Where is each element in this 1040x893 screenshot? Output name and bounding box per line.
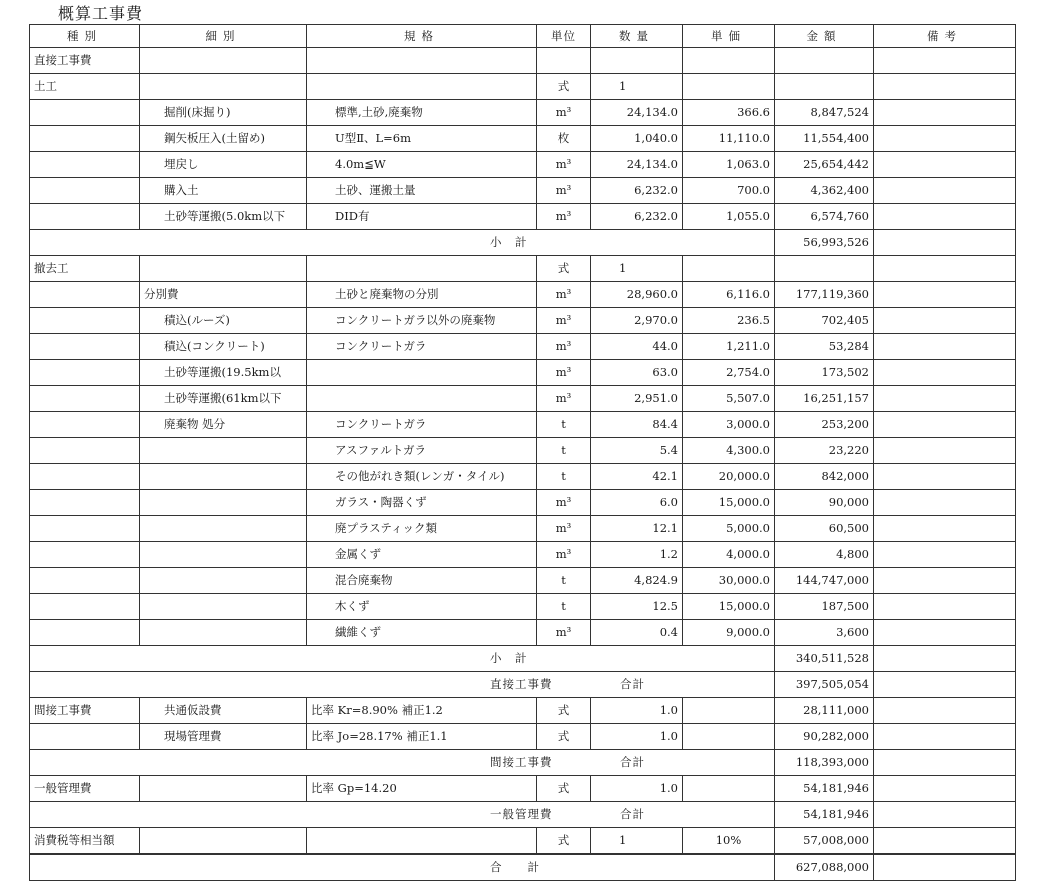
table-row [30, 698, 1016, 724]
unit-price-cell [683, 724, 775, 750]
spec-cell: 標準,土砂,廃棄物 [307, 100, 537, 126]
table-cell [874, 48, 1016, 74]
spec-cell: コンクリートガラ以外の廃棄物 [307, 308, 537, 334]
quantity-cell: 1 [591, 828, 683, 855]
quantity-cell: 1.2 [591, 542, 683, 568]
remarks-cell [874, 152, 1016, 178]
table-row [30, 178, 1016, 204]
quantity-cell: 1 [591, 256, 683, 282]
summary-label: 間接工事費 [490, 755, 553, 769]
total-row [30, 750, 1016, 776]
item-name-cell [140, 74, 307, 100]
remarks-cell [874, 620, 1016, 646]
summary-label: 一般管理費 [490, 807, 553, 821]
category-cell [30, 724, 140, 750]
unit-cell: m³ [537, 516, 591, 542]
quantity-cell: 44.0 [591, 334, 683, 360]
amount-cell: 28,111,000 [775, 698, 874, 724]
grand-total-row [30, 854, 1016, 881]
grand-total-label-cell: 合 計 [30, 854, 775, 881]
header-cell: 単価 [683, 25, 775, 48]
remarks-cell [874, 360, 1016, 386]
table-cell [591, 48, 683, 74]
table-row [30, 386, 1016, 412]
item-name-cell: 積込(コンクリート) [140, 334, 307, 360]
category-cell [30, 360, 140, 386]
amount-cell: 25,654,442 [775, 152, 874, 178]
table-row [30, 282, 1016, 308]
table-row [30, 360, 1016, 386]
amount-cell: 11,554,400 [775, 126, 874, 152]
spec-cell: 廃プラスティック類 [307, 516, 537, 542]
category-cell [30, 490, 140, 516]
spec-cell: その他がれき類(レンガ・タイル) [307, 464, 537, 490]
remarks-cell [874, 464, 1016, 490]
remarks-cell [874, 334, 1016, 360]
total-row [30, 802, 1016, 828]
remarks-cell [874, 542, 1016, 568]
quantity-cell: 1.0 [591, 776, 683, 802]
unit-cell: m³ [537, 204, 591, 230]
category-cell [30, 204, 140, 230]
amount-cell: 173,502 [775, 360, 874, 386]
item-name-cell: 積込(ルーズ) [140, 308, 307, 334]
table-row [30, 724, 1016, 750]
category-row [30, 74, 1016, 100]
summary-suffix: 合計 [620, 807, 645, 821]
spec-cell: 土砂、運搬土量 [307, 178, 537, 204]
category-cell [30, 620, 140, 646]
summary-suffix: 合計 [620, 677, 645, 691]
unit-cell: 式 [537, 698, 591, 724]
spec-cell: コンクリートガラ [307, 334, 537, 360]
unit-cell: t [537, 412, 591, 438]
summary-label-cell [30, 230, 775, 256]
table-row [30, 126, 1016, 152]
unit-price-cell: 236.5 [683, 308, 775, 334]
table-row [30, 542, 1016, 568]
spec-cell: アスファルトガラ [307, 438, 537, 464]
table-row [30, 152, 1016, 178]
unit-cell: 式 [537, 74, 591, 100]
remarks-cell [874, 672, 1016, 698]
table-row [30, 464, 1016, 490]
amount-cell: 57,008,000 [775, 828, 874, 855]
item-name-cell: 購入土 [140, 178, 307, 204]
subtotal-row [30, 646, 1016, 672]
header-cell: 細別 [140, 25, 307, 48]
remarks-cell [874, 750, 1016, 776]
spec-cell: 比率 Gp=14.20 [307, 776, 537, 802]
remarks-cell [874, 594, 1016, 620]
quantity-cell: 1.0 [591, 724, 683, 750]
category-cell [30, 282, 140, 308]
item-name-cell [140, 490, 307, 516]
summary-label: 小 計 [490, 651, 528, 665]
summary-label-cell [30, 750, 775, 776]
unit-price-cell: 3,000.0 [683, 412, 775, 438]
item-name-cell [140, 568, 307, 594]
amount-cell: 842,000 [775, 464, 874, 490]
remarks-cell [874, 776, 1016, 802]
spec-cell: 金属くず [307, 542, 537, 568]
amount-cell: 6,574,760 [775, 204, 874, 230]
remarks-cell [874, 568, 1016, 594]
unit-cell: m³ [537, 620, 591, 646]
unit-cell: m³ [537, 334, 591, 360]
unit-price-cell: 10% [683, 828, 775, 855]
remarks-cell [874, 126, 1016, 152]
unit-price-cell: 9,000.0 [683, 620, 775, 646]
unit-price-cell: 5,000.0 [683, 516, 775, 542]
quantity-cell: 1.0 [591, 698, 683, 724]
unit-cell: m³ [537, 282, 591, 308]
item-name-cell: 土砂等運搬(5.0km以下 [140, 204, 307, 230]
amount-cell: 253,200 [775, 412, 874, 438]
unit-cell: t [537, 464, 591, 490]
category-cell [30, 152, 140, 178]
category-cell [30, 100, 140, 126]
quantity-cell: 6.0 [591, 490, 683, 516]
unit-price-cell: 6,116.0 [683, 282, 775, 308]
remarks-cell [874, 438, 1016, 464]
table-row [30, 308, 1016, 334]
quantity-cell: 12.5 [591, 594, 683, 620]
category-cell [30, 308, 140, 334]
quantity-cell: 42.1 [591, 464, 683, 490]
category-cell [30, 386, 140, 412]
remarks-cell [874, 230, 1016, 256]
page-title: 概算工事費 [58, 4, 144, 23]
summary-label: 小 計 [490, 235, 528, 249]
table-row [30, 776, 1016, 802]
spec-cell [307, 74, 537, 100]
quantity-cell: 1 [591, 74, 683, 100]
quantity-cell: 84.4 [591, 412, 683, 438]
category-cell [30, 516, 140, 542]
summary-label-cell [30, 646, 775, 672]
remarks-cell [874, 698, 1016, 724]
header-cell: 種別 [30, 25, 140, 48]
spec-cell: 比率 Jo=28.17% 補正1.1 [307, 724, 537, 750]
category-cell: 一般管理費 [30, 776, 140, 802]
summary-label-cell [30, 802, 775, 828]
unit-cell: t [537, 568, 591, 594]
unit-price-cell [683, 74, 775, 100]
item-name-cell: 共通仮設費 [140, 698, 307, 724]
unit-price-cell [683, 256, 775, 282]
unit-cell: m³ [537, 178, 591, 204]
unit-cell: 式 [537, 256, 591, 282]
amount-cell [775, 256, 874, 282]
quantity-cell: 4,824.9 [591, 568, 683, 594]
amount-cell: 8,847,524 [775, 100, 874, 126]
section-row [30, 48, 1016, 74]
amount-cell: 702,405 [775, 308, 874, 334]
spec-cell [307, 828, 537, 855]
amount-cell: 187,500 [775, 594, 874, 620]
unit-cell: m³ [537, 386, 591, 412]
spec-cell: DID有 [307, 204, 537, 230]
remarks-cell [874, 412, 1016, 438]
category-cell: 直接工事費 [30, 48, 140, 74]
table-row [30, 620, 1016, 646]
category-cell [30, 334, 140, 360]
amount-cell: 627,088,000 [775, 854, 874, 881]
quantity-cell: 6,232.0 [591, 178, 683, 204]
item-name-cell: 廃棄物 処分 [140, 412, 307, 438]
category-cell [30, 568, 140, 594]
quantity-cell: 28,960.0 [591, 282, 683, 308]
unit-cell: m³ [537, 490, 591, 516]
total-row [30, 672, 1016, 698]
remarks-cell [874, 386, 1016, 412]
item-name-cell: 掘削(床掘り) [140, 100, 307, 126]
amount-cell: 4,800 [775, 542, 874, 568]
category-cell [30, 412, 140, 438]
unit-cell: t [537, 594, 591, 620]
remarks-cell [874, 74, 1016, 100]
category-cell [30, 438, 140, 464]
unit-price-cell: 11,110.0 [683, 126, 775, 152]
category-cell: 間接工事費 [30, 698, 140, 724]
amount-cell: 144,747,000 [775, 568, 874, 594]
remarks-cell [874, 802, 1016, 828]
amount-cell: 118,393,000 [775, 750, 874, 776]
item-name-cell: 土砂等運搬(19.5km以 [140, 360, 307, 386]
unit-price-cell: 700.0 [683, 178, 775, 204]
remarks-cell [874, 308, 1016, 334]
quantity-cell: 63.0 [591, 360, 683, 386]
remarks-cell [874, 516, 1016, 542]
unit-price-cell: 1,055.0 [683, 204, 775, 230]
remarks-cell [874, 204, 1016, 230]
amount-cell: 54,181,946 [775, 776, 874, 802]
item-name-cell: 分別費 [140, 282, 307, 308]
item-name-cell [140, 776, 307, 802]
amount-cell: 3,600 [775, 620, 874, 646]
item-name-cell [140, 542, 307, 568]
amount-cell: 23,220 [775, 438, 874, 464]
category-cell [30, 178, 140, 204]
item-name-cell: 現場管理費 [140, 724, 307, 750]
category-cell [30, 464, 140, 490]
unit-price-cell: 20,000.0 [683, 464, 775, 490]
unit-cell: m³ [537, 100, 591, 126]
unit-price-cell: 1,063.0 [683, 152, 775, 178]
item-name-cell: 土砂等運搬(61km以下 [140, 386, 307, 412]
summary-label-cell [30, 672, 775, 698]
category-cell [30, 126, 140, 152]
amount-cell: 60,500 [775, 516, 874, 542]
table-body [30, 25, 1016, 881]
item-name-cell [140, 464, 307, 490]
item-name-cell: 埋戻し [140, 152, 307, 178]
table-row [30, 412, 1016, 438]
item-name-cell [140, 828, 307, 855]
quantity-cell: 12.1 [591, 516, 683, 542]
item-name-cell [140, 516, 307, 542]
unit-cell: m³ [537, 360, 591, 386]
spec-cell: 木くず [307, 594, 537, 620]
table-row [30, 516, 1016, 542]
cost-estimate-table [29, 24, 1016, 881]
unit-cell: 枚 [537, 126, 591, 152]
amount-cell: 16,251,157 [775, 386, 874, 412]
unit-price-cell: 4,000.0 [683, 542, 775, 568]
table-cell [775, 48, 874, 74]
quantity-cell: 0.4 [591, 620, 683, 646]
unit-cell: m³ [537, 542, 591, 568]
unit-cell: m³ [537, 152, 591, 178]
unit-price-cell: 15,000.0 [683, 594, 775, 620]
quantity-cell: 24,134.0 [591, 152, 683, 178]
spec-cell: コンクリートガラ [307, 412, 537, 438]
amount-cell: 53,284 [775, 334, 874, 360]
table-cell [683, 48, 775, 74]
remarks-cell [874, 178, 1016, 204]
unit-price-cell: 4,300.0 [683, 438, 775, 464]
unit-price-cell: 1,211.0 [683, 334, 775, 360]
table-row [30, 490, 1016, 516]
table-row [30, 438, 1016, 464]
quantity-cell: 2,970.0 [591, 308, 683, 334]
summary-suffix: 合計 [620, 755, 645, 769]
header-cell: 備考 [874, 25, 1016, 48]
unit-price-cell: 15,000.0 [683, 490, 775, 516]
remarks-cell [874, 646, 1016, 672]
remarks-cell [874, 828, 1016, 855]
quantity-cell: 5.4 [591, 438, 683, 464]
spec-cell: 4.0m≦W [307, 152, 537, 178]
unit-cell: 式 [537, 724, 591, 750]
spec-cell: U型Ⅱ、L=6m [307, 126, 537, 152]
category-cell [30, 594, 140, 620]
unit-cell: 式 [537, 828, 591, 855]
header-cell: 規格 [307, 25, 537, 48]
spec-cell: ガラス・陶器くず [307, 490, 537, 516]
quantity-cell: 1,040.0 [591, 126, 683, 152]
header-cell: 数量 [591, 25, 683, 48]
unit-price-cell [683, 698, 775, 724]
category-row [30, 256, 1016, 282]
remarks-cell [874, 100, 1016, 126]
spec-cell: 繊維くず [307, 620, 537, 646]
spec-cell [307, 256, 537, 282]
table-cell [537, 48, 591, 74]
unit-cell: m³ [537, 308, 591, 334]
unit-price-cell: 5,507.0 [683, 386, 775, 412]
amount-cell: 340,511,528 [775, 646, 874, 672]
amount-cell: 56,993,526 [775, 230, 874, 256]
amount-cell: 4,362,400 [775, 178, 874, 204]
amount-cell: 90,282,000 [775, 724, 874, 750]
item-name-cell [140, 594, 307, 620]
header-cell: 単位 [537, 25, 591, 48]
spec-cell: 混合廃棄物 [307, 568, 537, 594]
unit-cell: 式 [537, 776, 591, 802]
table-row [30, 568, 1016, 594]
table-cell [140, 48, 307, 74]
amount-cell: 90,000 [775, 490, 874, 516]
category-cell: 消費税等相当額 [30, 828, 140, 855]
spec-cell [307, 360, 537, 386]
table-row [30, 100, 1016, 126]
quantity-cell: 6,232.0 [591, 204, 683, 230]
table-cell [307, 48, 537, 74]
category-cell [30, 542, 140, 568]
table-row [30, 594, 1016, 620]
remarks-cell [874, 854, 1016, 881]
amount-cell: 54,181,946 [775, 802, 874, 828]
table-row [30, 334, 1016, 360]
remarks-cell [874, 490, 1016, 516]
quantity-cell: 24,134.0 [591, 100, 683, 126]
amount-cell: 397,505,054 [775, 672, 874, 698]
amount-cell [775, 74, 874, 100]
amount-cell: 177,119,360 [775, 282, 874, 308]
table-row [30, 828, 1016, 855]
remarks-cell [874, 256, 1016, 282]
category-cell: 土工 [30, 74, 140, 100]
header-cell: 金額 [775, 25, 874, 48]
quantity-cell: 2,951.0 [591, 386, 683, 412]
category-cell: 撤去工 [30, 256, 140, 282]
unit-price-cell: 30,000.0 [683, 568, 775, 594]
unit-price-cell: 2,754.0 [683, 360, 775, 386]
item-name-cell [140, 438, 307, 464]
unit-cell: t [537, 438, 591, 464]
unit-price-cell [683, 776, 775, 802]
remarks-cell [874, 724, 1016, 750]
item-name-cell: 鋼矢板圧入(土留め) [140, 126, 307, 152]
header-row [30, 25, 1016, 48]
item-name-cell [140, 256, 307, 282]
subtotal-row [30, 230, 1016, 256]
unit-price-cell: 366.6 [683, 100, 775, 126]
spec-cell: 土砂と廃棄物の分別 [307, 282, 537, 308]
remarks-cell [874, 282, 1016, 308]
table-row [30, 204, 1016, 230]
spec-cell [307, 386, 537, 412]
spec-cell: 比率 Kr=8.90% 補正1.2 [307, 698, 537, 724]
summary-label: 直接工事費 [490, 677, 553, 691]
item-name-cell [140, 620, 307, 646]
